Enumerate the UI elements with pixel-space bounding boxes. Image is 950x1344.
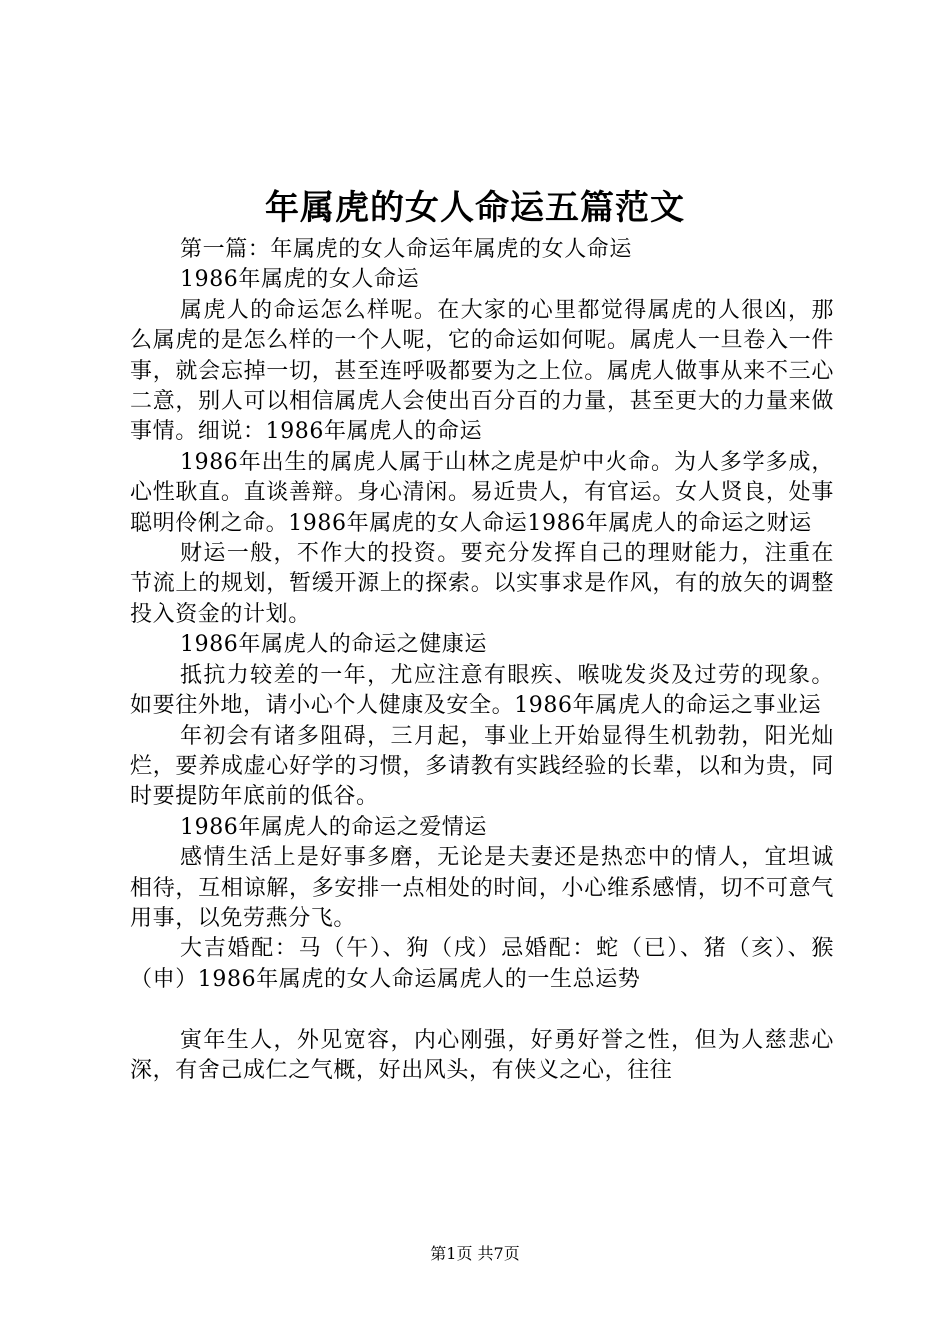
paragraph-love: 感情生活上是好事多磨，无论是夫妻还是热恋中的情人，宜坦诚相待，互相谅解，多安排一点相处的时间，小心维系感情，切不可意气用事，以免劳燕分飞。	[130, 845, 834, 931]
paragraph-love-heading: 1986年属虎人的命运之爱情运	[180, 814, 487, 840]
paragraph-wealth: 财运一般，不作大的投资。要充分发挥自己的理财能力，注重在节流上的规划，暂缓开源上的探索。以实事求是作风，有的放矢的调整投入资金的计划。	[130, 541, 834, 627]
paragraph-part-heading: 第一篇：年属虎的女人命运年属虎的女人命运	[180, 237, 633, 262]
paragraph-subheading: 1986年属虎的女人命运	[180, 267, 420, 293]
paragraph-health-heading: 1986年属虎人的命运之健康运	[180, 632, 487, 658]
paragraph-intro: 属虎人的命运怎么样呢。在大家的心里都觉得属虎的人很凶，那么属虎的是怎么样的一个人呢，它的命运如何呢。属虎人一旦卷入一件事，就会忘掉一切，甚至连呼吸都要为之上位。属虎人做事从来不三心二意，别人可以相信属虎人会使出百分百的力量，甚至更大的力量来做事情。细说：1986年属虎人的命运	[130, 297, 834, 445]
page-number-footer: 第1页 共7页	[430, 1244, 520, 1263]
paragraph-birth-1986: 1986年出生的属虎人属于山林之虎是炉中火命。为人多学多成，心性耿直。直谈善辩。身心清闲。易近贵人，有官运。女人贤良，处事聪明伶俐之命。1986年属虎的女人命运1986年属虎人的命运之财运	[130, 449, 834, 536]
paragraph-lifetime: 寅年生人，外见宽容，内心刚强，好勇好誉之性，但为人慈悲心深，有舍己成仁之气概，好出风头，有侠义之心，往往	[130, 1027, 834, 1083]
document-title: 年属虎的女人命运五篇范文	[265, 188, 685, 228]
document-body	[130, 235, 834, 1086]
paragraph-health: 抵抗力较差的一年，尤应注意有眼疾、喉咙发炎及过劳的现象。如要往外地，请小心个人健康及安全。1986年属虎人的命运之事业运	[130, 662, 834, 719]
paragraph-marriage: 大吉婚配：马（午）、狗（戌）忌婚配：蛇（已）、猪（亥）、猴（申）1986年属虎的女人命运属虎人的一生总运势	[130, 936, 834, 992]
paragraph-blank	[130, 995, 834, 1025]
paragraph-career: 年初会有诸多阻碍，三月起，事业上开始显得生机勃勃，阳光灿烂，要养成虚心好学的习惯，多请教有实践经验的长辈，以和为贵，同时要提防年底前的低谷。	[130, 723, 834, 810]
